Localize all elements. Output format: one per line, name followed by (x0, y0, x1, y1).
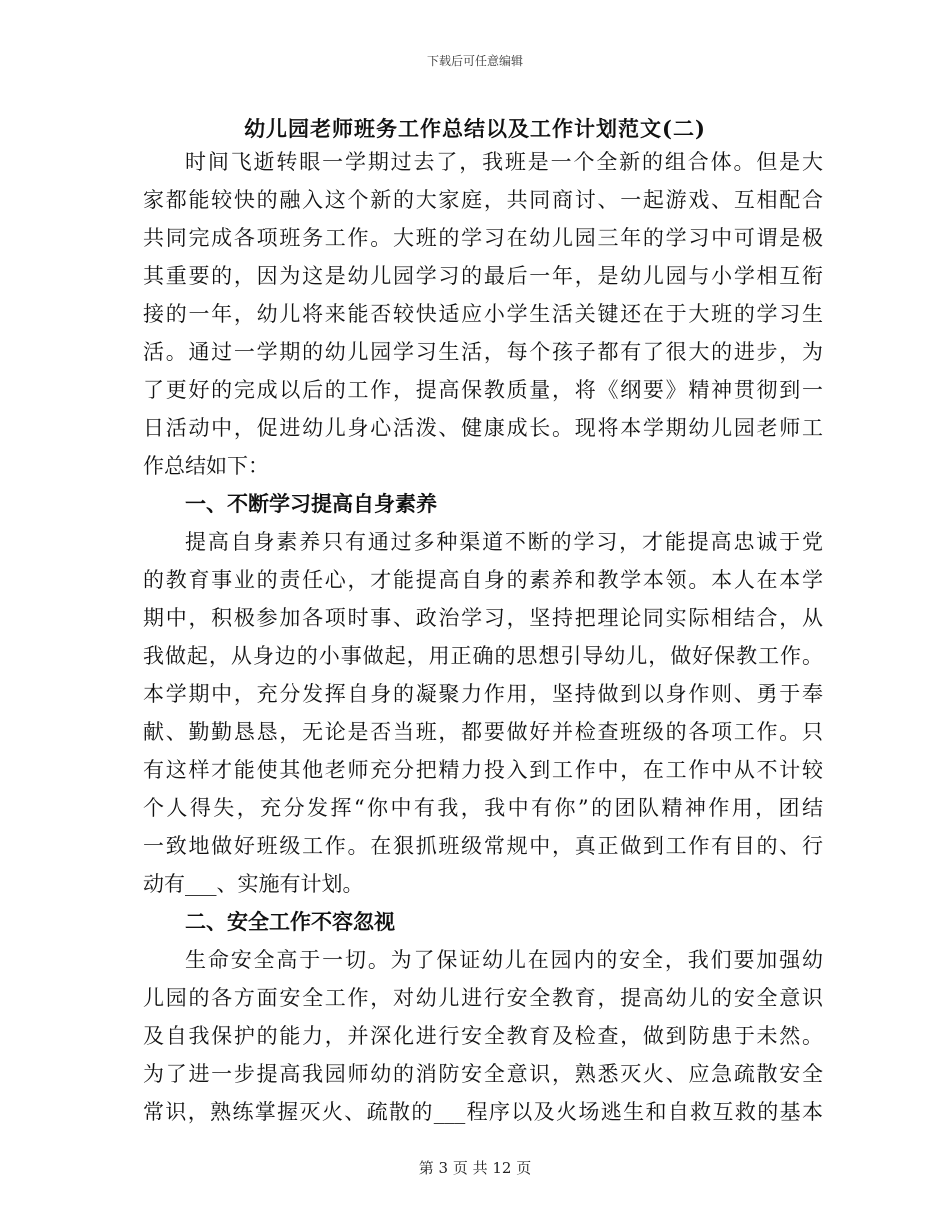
paragraph-line: 儿园的各方面安全工作，对幼儿进行安全教育，提高幼儿的安全意识 (143, 986, 823, 1010)
paragraph-line: 为了进一步提高我园师幼的消防安全意识，熟悉灭火、应急疏散安全 (143, 1062, 823, 1086)
paragraph-line: 常识，熟练掌握灭火、疏散的___程序以及火场逃生和自救互救的基本 (143, 1100, 823, 1124)
paragraph-line: 作总结如下： (143, 454, 269, 478)
paragraph-line: 其重要的，因为这是幼儿园学习的最后一年，是幼儿园与小学相互衔 (143, 264, 823, 288)
paragraph-line: 个人得失，充分发挥“你中有我，我中有你”的团队精神作用，团结 (143, 796, 823, 820)
paragraph-line: 时间飞逝转眼一学期过去了，我班是一个全新的组合体。但是大 (185, 150, 823, 174)
page-header-note: 下载后可任意编辑 (426, 54, 523, 68)
paragraph-line: 生命安全高于一切。为了保证幼儿在园内的安全，我们要加强幼 (185, 948, 823, 972)
paragraph-line: 提高自身素养只有通过多种渠道不断的学习，才能提高忠诚于党 (185, 530, 823, 554)
section-heading: 二、安全工作不容忽视 (185, 909, 395, 934)
paragraph-line: 期中，积极参加各项时事、政治学习，坚持把理论同实际相结合，从 (143, 606, 823, 630)
page-number: 第 3 页 共 12 页 (418, 1159, 532, 1177)
paragraph-line: 献、勤勤恳恳，无论是否当班，都要做好并检查班级的各项工作。只 (143, 720, 823, 744)
paragraph-line: 活。通过一学期的幼儿园学习生活，每个孩子都有了很大的进步，为 (143, 340, 823, 364)
paragraph-line: 日活动中，促进幼儿身心活泼、健康成长。现将本学期幼儿园老师工 (143, 416, 823, 440)
paragraph-line: 了更好的完成以后的工作，提高保教质量，将《纲要》精神贯彻到一 (143, 378, 823, 402)
section-heading: 一、不断学习提高自身素养 (185, 491, 437, 516)
paragraph-line: 我做起，从身边的小事做起，用正确的思想引导幼儿，做好保教工作。 (143, 644, 823, 668)
paragraph-line: 及自我保护的能力，并深化进行安全教育及检查，做到防患于未然。 (143, 1024, 823, 1048)
paragraph-line: 一致地做好班级工作。在狠抓班级常规中，真正做到工作有目的、行 (143, 834, 823, 858)
paragraph-line: 共同完成各项班务工作。大班的学习在幼儿园三年的学习中可谓是极 (143, 226, 823, 250)
paragraph-line: 家都能较快的融入这个新的大家庭，共同商讨、一起游戏、互相配合 (143, 188, 823, 212)
document-title: 幼儿园老师班务工作总结以及工作计划范文(二) (244, 116, 706, 141)
paragraph-line: 接的一年，幼儿将来能否较快适应小学生活关键还在于大班的学习生 (143, 302, 823, 326)
paragraph-line: 的教育事业的责任心，才能提高自身的素养和教学本领。本人在本学 (143, 568, 823, 592)
paragraph-line: 本学期中，充分发挥自身的凝聚力作用，坚持做到以身作则、勇于奉 (143, 682, 823, 706)
paragraph-line: 有这样才能使其他老师充分把精力投入到工作中，在工作中从不计较 (143, 758, 823, 782)
paragraph-line: 动有___、实施有计划。 (143, 872, 364, 896)
